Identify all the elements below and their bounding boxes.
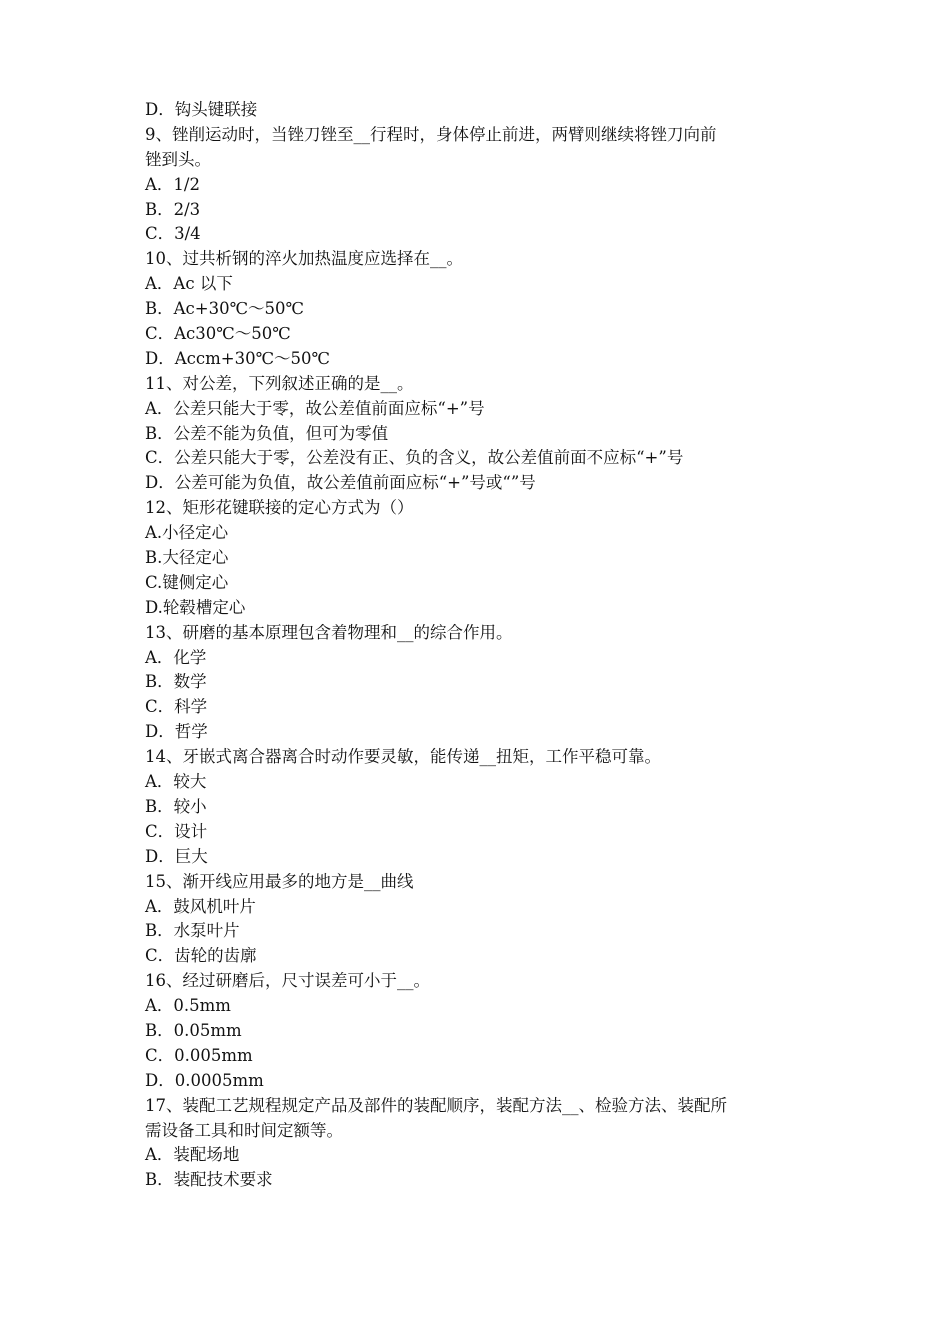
question-9-line-1: 9、锉削运动时，当锉刀锉至__行程时，身体停止前进，两臂则继续将锉刀向前 [145, 124, 717, 144]
question-15: 15、渐开线应用最多的地方是__曲线 [145, 871, 414, 891]
option-d-q16: D．0.0005mm [145, 1070, 264, 1090]
question-11: 11、对公差，下列叙述正确的是__。 [145, 373, 414, 393]
option-b-q9: B．2/3 [145, 199, 201, 219]
option-b-q14: B．较小 [145, 796, 207, 816]
option-a-q17: A．装配场地 [145, 1145, 240, 1165]
option-b-q16: B．0.05mm [145, 1020, 242, 1040]
option-b-q11: B．公差不能为负值，但可为零值 [145, 423, 389, 443]
question-9-line-2: 锉到头。 [145, 149, 211, 169]
option-c-q10: C．Ac30℃～50℃ [145, 324, 291, 344]
question-12: 12、矩形花键联接的定心方式为（） [145, 498, 414, 518]
question-13: 13、研磨的基本原理包含着物理和__的综合作用。 [145, 622, 513, 642]
question-14: 14、牙嵌式离合器离合时动作要灵敏，能传递__扭矩，工作平稳可靠。 [145, 747, 661, 767]
option-c-q14: C．设计 [145, 821, 208, 841]
question-17-line-2: 需设备工具和时间定额等。 [145, 1120, 343, 1140]
option-d-q13: D．哲学 [145, 722, 208, 742]
option-a-q12: A.小径定心 [145, 523, 229, 543]
option-c-q12: C.键侧定心 [145, 572, 229, 592]
option-a-q15: A．鼓风机叶片 [145, 896, 256, 916]
option-d-q11: D．公差可能为负值，故公差值前面应标“+”号或“”号 [145, 473, 536, 493]
option-c-q11: C．公差只能大于零，公差没有正、负的含义，故公差值前面不应标“+”号 [145, 448, 684, 468]
question-16: 16、经过研磨后，尺寸误差可小于__。 [145, 971, 430, 991]
question-17-line-1: 17、装配工艺规程规定产品及部件的装配顺序，装配方法__、检验方法、装配所 [145, 1095, 727, 1115]
option-a-q13: A．化学 [145, 647, 207, 667]
option-d-q8: D．钩头键联接 [145, 100, 258, 119]
question-10: 10、过共析钢的淬火加热温度应选择在__。 [145, 249, 463, 269]
option-c-q9: C．3/4 [145, 224, 201, 244]
option-c-q13: C．科学 [145, 697, 208, 717]
option-b-q13: B．数学 [145, 672, 207, 692]
option-d-q14: D．巨大 [145, 846, 208, 866]
option-c-q15: C．齿轮的齿廓 [145, 946, 257, 966]
option-a-q11: A．公差只能大于零，故公差值前面应标“+”号 [145, 398, 485, 418]
option-b-q10: B．Ac+30℃～50℃ [145, 299, 305, 319]
option-b-q15: B．水泵叶片 [145, 921, 240, 941]
option-b-q12: B.大径定心 [145, 548, 229, 568]
option-a-q10: A．Ac 以下 [145, 274, 233, 294]
option-d-q12: D.轮毂槽定心 [145, 597, 246, 617]
option-a-q16: A．0.5mm [145, 996, 231, 1016]
option-d-q10: D．Accm+30℃～50℃ [145, 348, 331, 368]
question-text-block [145, 98, 813, 1193]
option-a-q14: A．较大 [145, 772, 207, 792]
option-b-q17: B．装配技术要求 [145, 1170, 273, 1190]
option-a-q9: A．1/2 [145, 174, 200, 194]
option-c-q16: C．0.005mm [145, 1045, 253, 1065]
